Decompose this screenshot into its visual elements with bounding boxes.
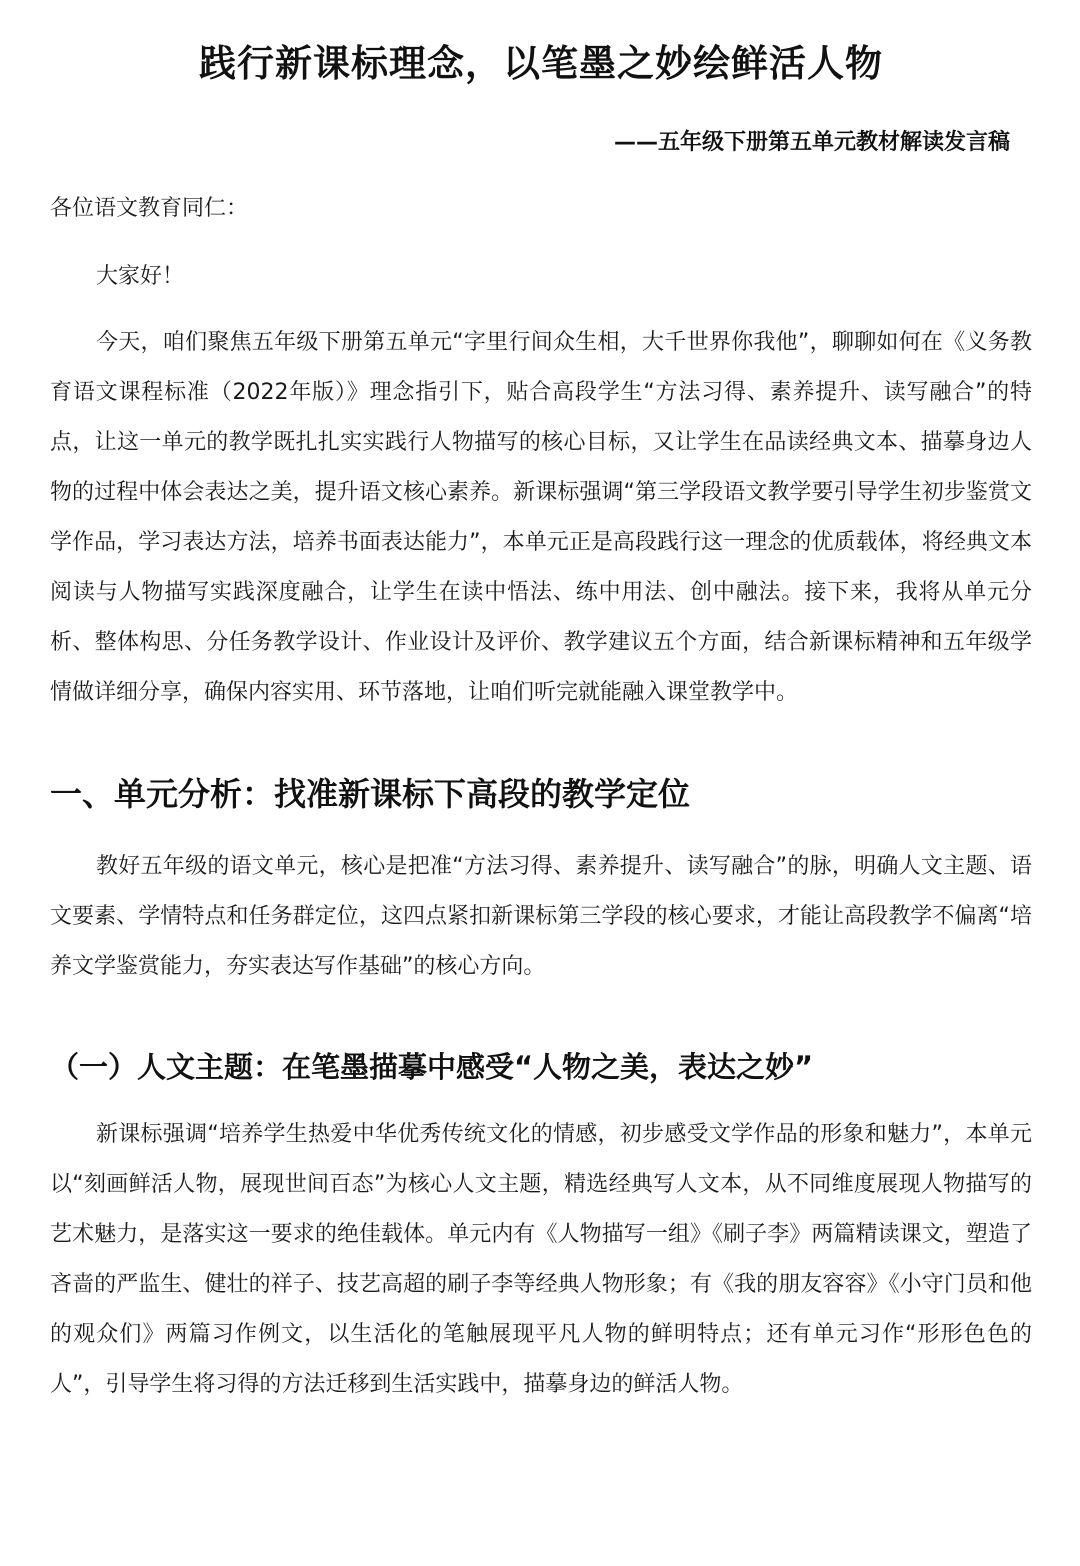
document-title: 践行新课标理念，以笔墨之妙绘鲜活人物 <box>199 42 883 85</box>
document-subtitle: ——五年级下册第五单元教材解读发言稿 <box>613 130 1010 155</box>
intro-paragraph: 今天，咱们聚焦五年级下册第五单元“字里行间众生相，大千世界你我他”，聊聊如何在《义务教育语文课程标准（2022年版）》理念指引下，贴合高段学生“方法习得、素养提升、读写融合”的特点，让这一单元的教学既扎扎实实践行人物描写的核心目标，又让学生在品读经典文本、描摹身边人物的过程中体会表达之美，提升语文核心素养。新课标强调“第三学段语文教学要引导学生初步鉴赏文学作品，学习表达方法，培养书面表达能力”，本单元正是高段践行这一理念的优质载体，将经典文本阅读与人物描写实践深度融合，让学生在读中悟法、练中用法、创中融法。接下来，我将从单元分析、整体构思、分任务教学设计、作业设计及评价、教学建议五个方面，结合新课标精神和五年级学情做详细分享，确保内容实用、环节落地，让咱们听完就能融入课堂教学中。 <box>50 330 1032 705</box>
salutation: 各位语文教育同仁： <box>50 196 249 221</box>
section-heading-unit-analysis: 一、单元分析：找准新课标下高段的教学定位 <box>50 775 691 813</box>
greeting: 大家好！ <box>96 264 185 289</box>
subsection-heading-humanistic-theme: （一）人文主题：在笔墨描摹中感受“人物之美，表达之妙” <box>50 1050 814 1084</box>
humanistic-theme-paragraph: 新课标强调“培养学生热爱中华优秀传统文化的情感，初步感受文学作品的形象和魅力”，本单元以“刻画鲜活人物，展现世间百态”为核心人文主题，精选经典写人文本，从不同维度展现人物描写的艺术魅力，是落实这一要求的绝佳载体。单元内有《人物描写一组》《刷子李》两篇精读课文，塑造了吝啬的严监生、健壮的祥子、技艺高超的刷子李等经典人物形象；有《我的朋友容容》《小守门员和他的观众们》两篇习作例文，以生活化的笔触展现平凡人物的鲜明特点；还有单元习作“形形色色的人”，引导学生将习得的方法迁移到生活实践中，描摹身边的鲜活人物。 <box>50 1122 1032 1397</box>
unit-analysis-paragraph: 教好五年级的语文单元，核心是把准“方法习得、素养提升、读写融合”的脉，明确人文主题、语文要素、学情特点和任务群定位，这四点紧扣新课标第三学段的核心要求，才能让高段教学不偏离“培养文学鉴赏能力，夯实表达写作基础”的核心方向。 <box>50 854 1032 979</box>
